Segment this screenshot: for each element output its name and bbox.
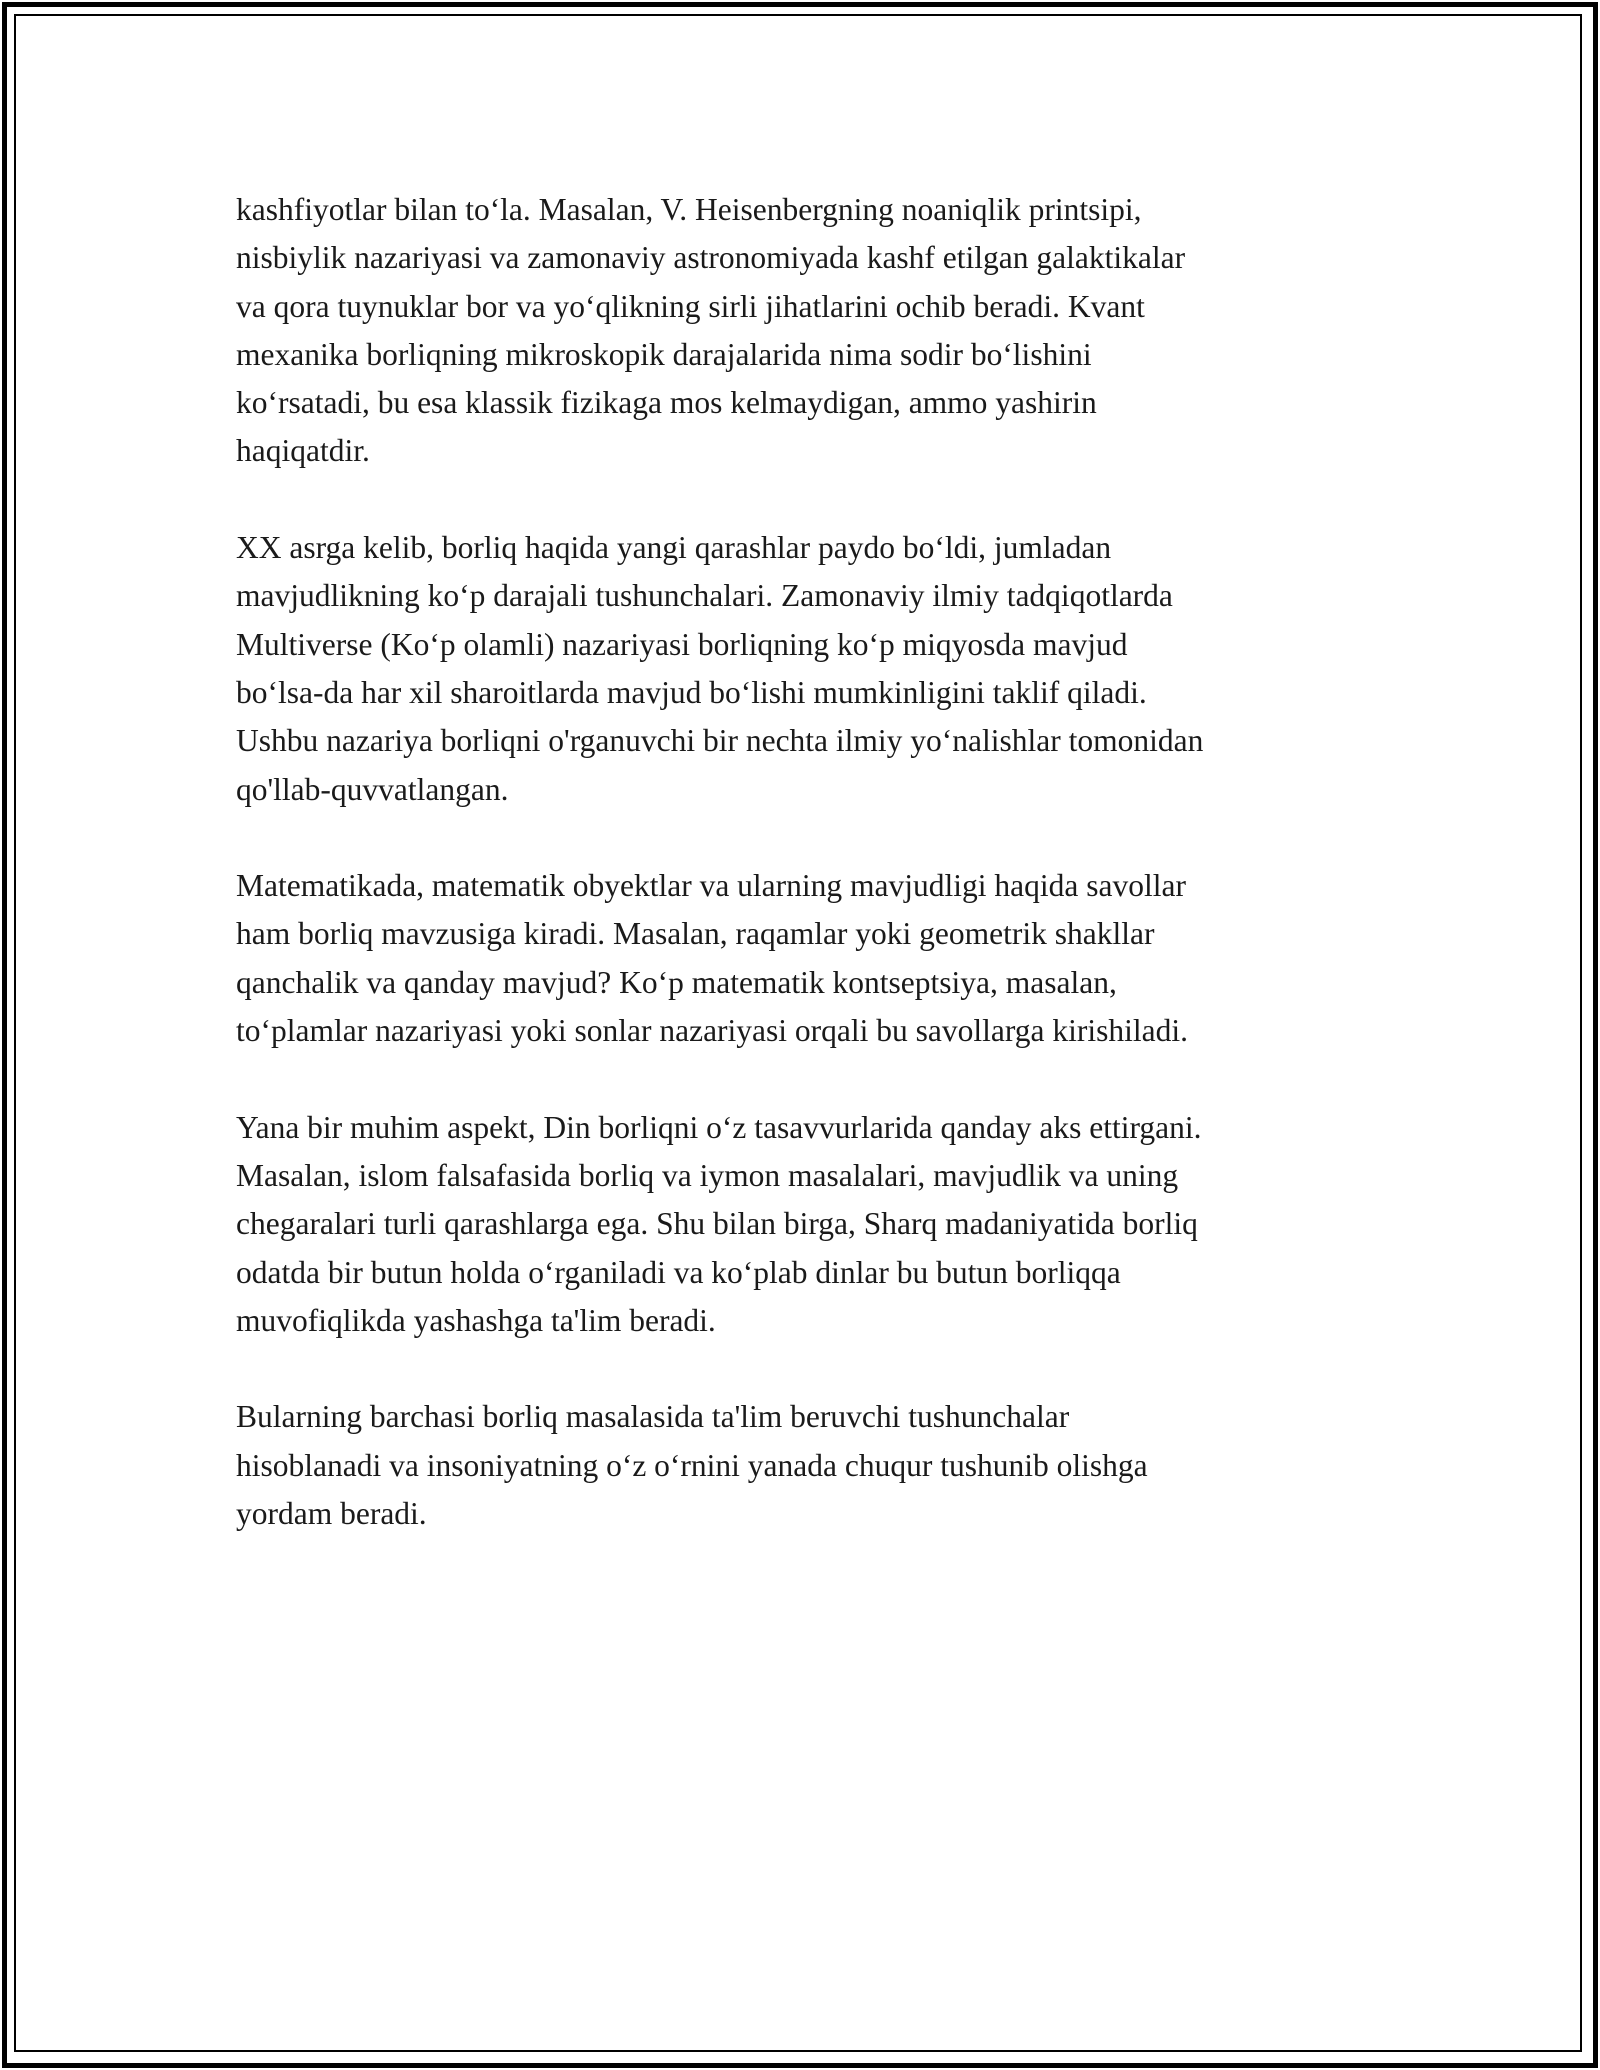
text-line: muvofiqlikda yashashga ta'lim beradi. (236, 1302, 716, 1338)
text-line: Multiverse (Ko‘p olamli) nazariyasi borliqning ko‘p miqyosda mavjud (236, 626, 1128, 662)
paragraph-3 (236, 862, 1406, 1055)
paragraph-2 (236, 524, 1406, 814)
text-line: qanchalik va qanday mavjud? Ko‘p matematik kontseptsiya, masalan, (236, 964, 1117, 1000)
text-line: mavjudlikning ko‘p darajali tushunchalari. Zamonaviy ilmiy tadqiqotlarda (236, 578, 1173, 614)
text-line: yordam beradi. (236, 1496, 427, 1532)
text-line: va qora tuynuklar bor va yo‘qlikning sirli jihatlarini ochib beradi. Kvant (236, 288, 1145, 324)
text-line: chegaralari turli qarashlarga ega. Shu bilan birga, Sharq madaniyatida borliq (236, 1206, 1198, 1242)
text-line: haqiqatdir. (236, 433, 370, 469)
text-line: odatda bir butun holda o‘rganiladi va ko‘plab dinlar bu butun borliqqa (236, 1254, 1121, 1290)
document-body (236, 186, 1406, 1587)
text-line: mexanika borliqning mikroskopik darajalarida nima sodir bo‘lishini (236, 336, 1092, 372)
text-line: bo‘lsa-da har xil sharoitlarda mavjud bo‘lishi mumkinligini taklif qiladi. (236, 674, 1147, 710)
text-line: Yana bir muhim aspekt, Din borliqni o‘z tasavvurlarida qanday aks ettirgani. (236, 1109, 1202, 1145)
text-line: XX asrga kelib, borliq haqida yangi qarashlar paydo bo‘ldi, jumladan (236, 530, 1112, 566)
text-line: Ushbu nazariya borliqni o'rganuvchi bir nechta ilmiy yo‘nalishlar tomonidan (236, 723, 1204, 759)
text-line: Bularning barchasi borliq masalasida ta'lim beruvchi tushunchalar (236, 1399, 1070, 1435)
paragraph-1 (236, 186, 1406, 476)
text-line: qo'llab-quvvatlangan. (236, 771, 509, 807)
text-line: nisbiylik nazariyasi va zamonaviy astronomiyada kashf etilgan galaktikalar (236, 240, 1186, 276)
text-line: to‘plamlar nazariyasi yoki sonlar nazariyasi orqali bu savollarga kirishiladi. (236, 1013, 1188, 1049)
paragraph-4 (236, 1104, 1406, 1345)
text-line: hisoblanadi va insoniyatning o‘z o‘rnini yanada chuqur tushunib olishga (236, 1447, 1148, 1483)
text-line: Matematikada, matematik obyektlar va ularning mavjudligi haqida savollar (236, 868, 1186, 904)
text-line: ham borliq mavzusiga kiradi. Masalan, raqamlar yoki geometrik shakllar (236, 916, 1155, 952)
text-line: kashfiyotlar bilan to‘la. Masalan, V. Heisenbergning noaniqlik printsipi, (236, 192, 1142, 227)
text-line: Masalan, islom falsafasida borliq va iymon masalalari, mavjudlik va uning (236, 1157, 1179, 1193)
paragraph-5 (236, 1393, 1406, 1538)
text-line: ko‘rsatadi, bu esa klassik fizikaga mos kelmaydigan, ammo yashirin (236, 385, 1097, 421)
